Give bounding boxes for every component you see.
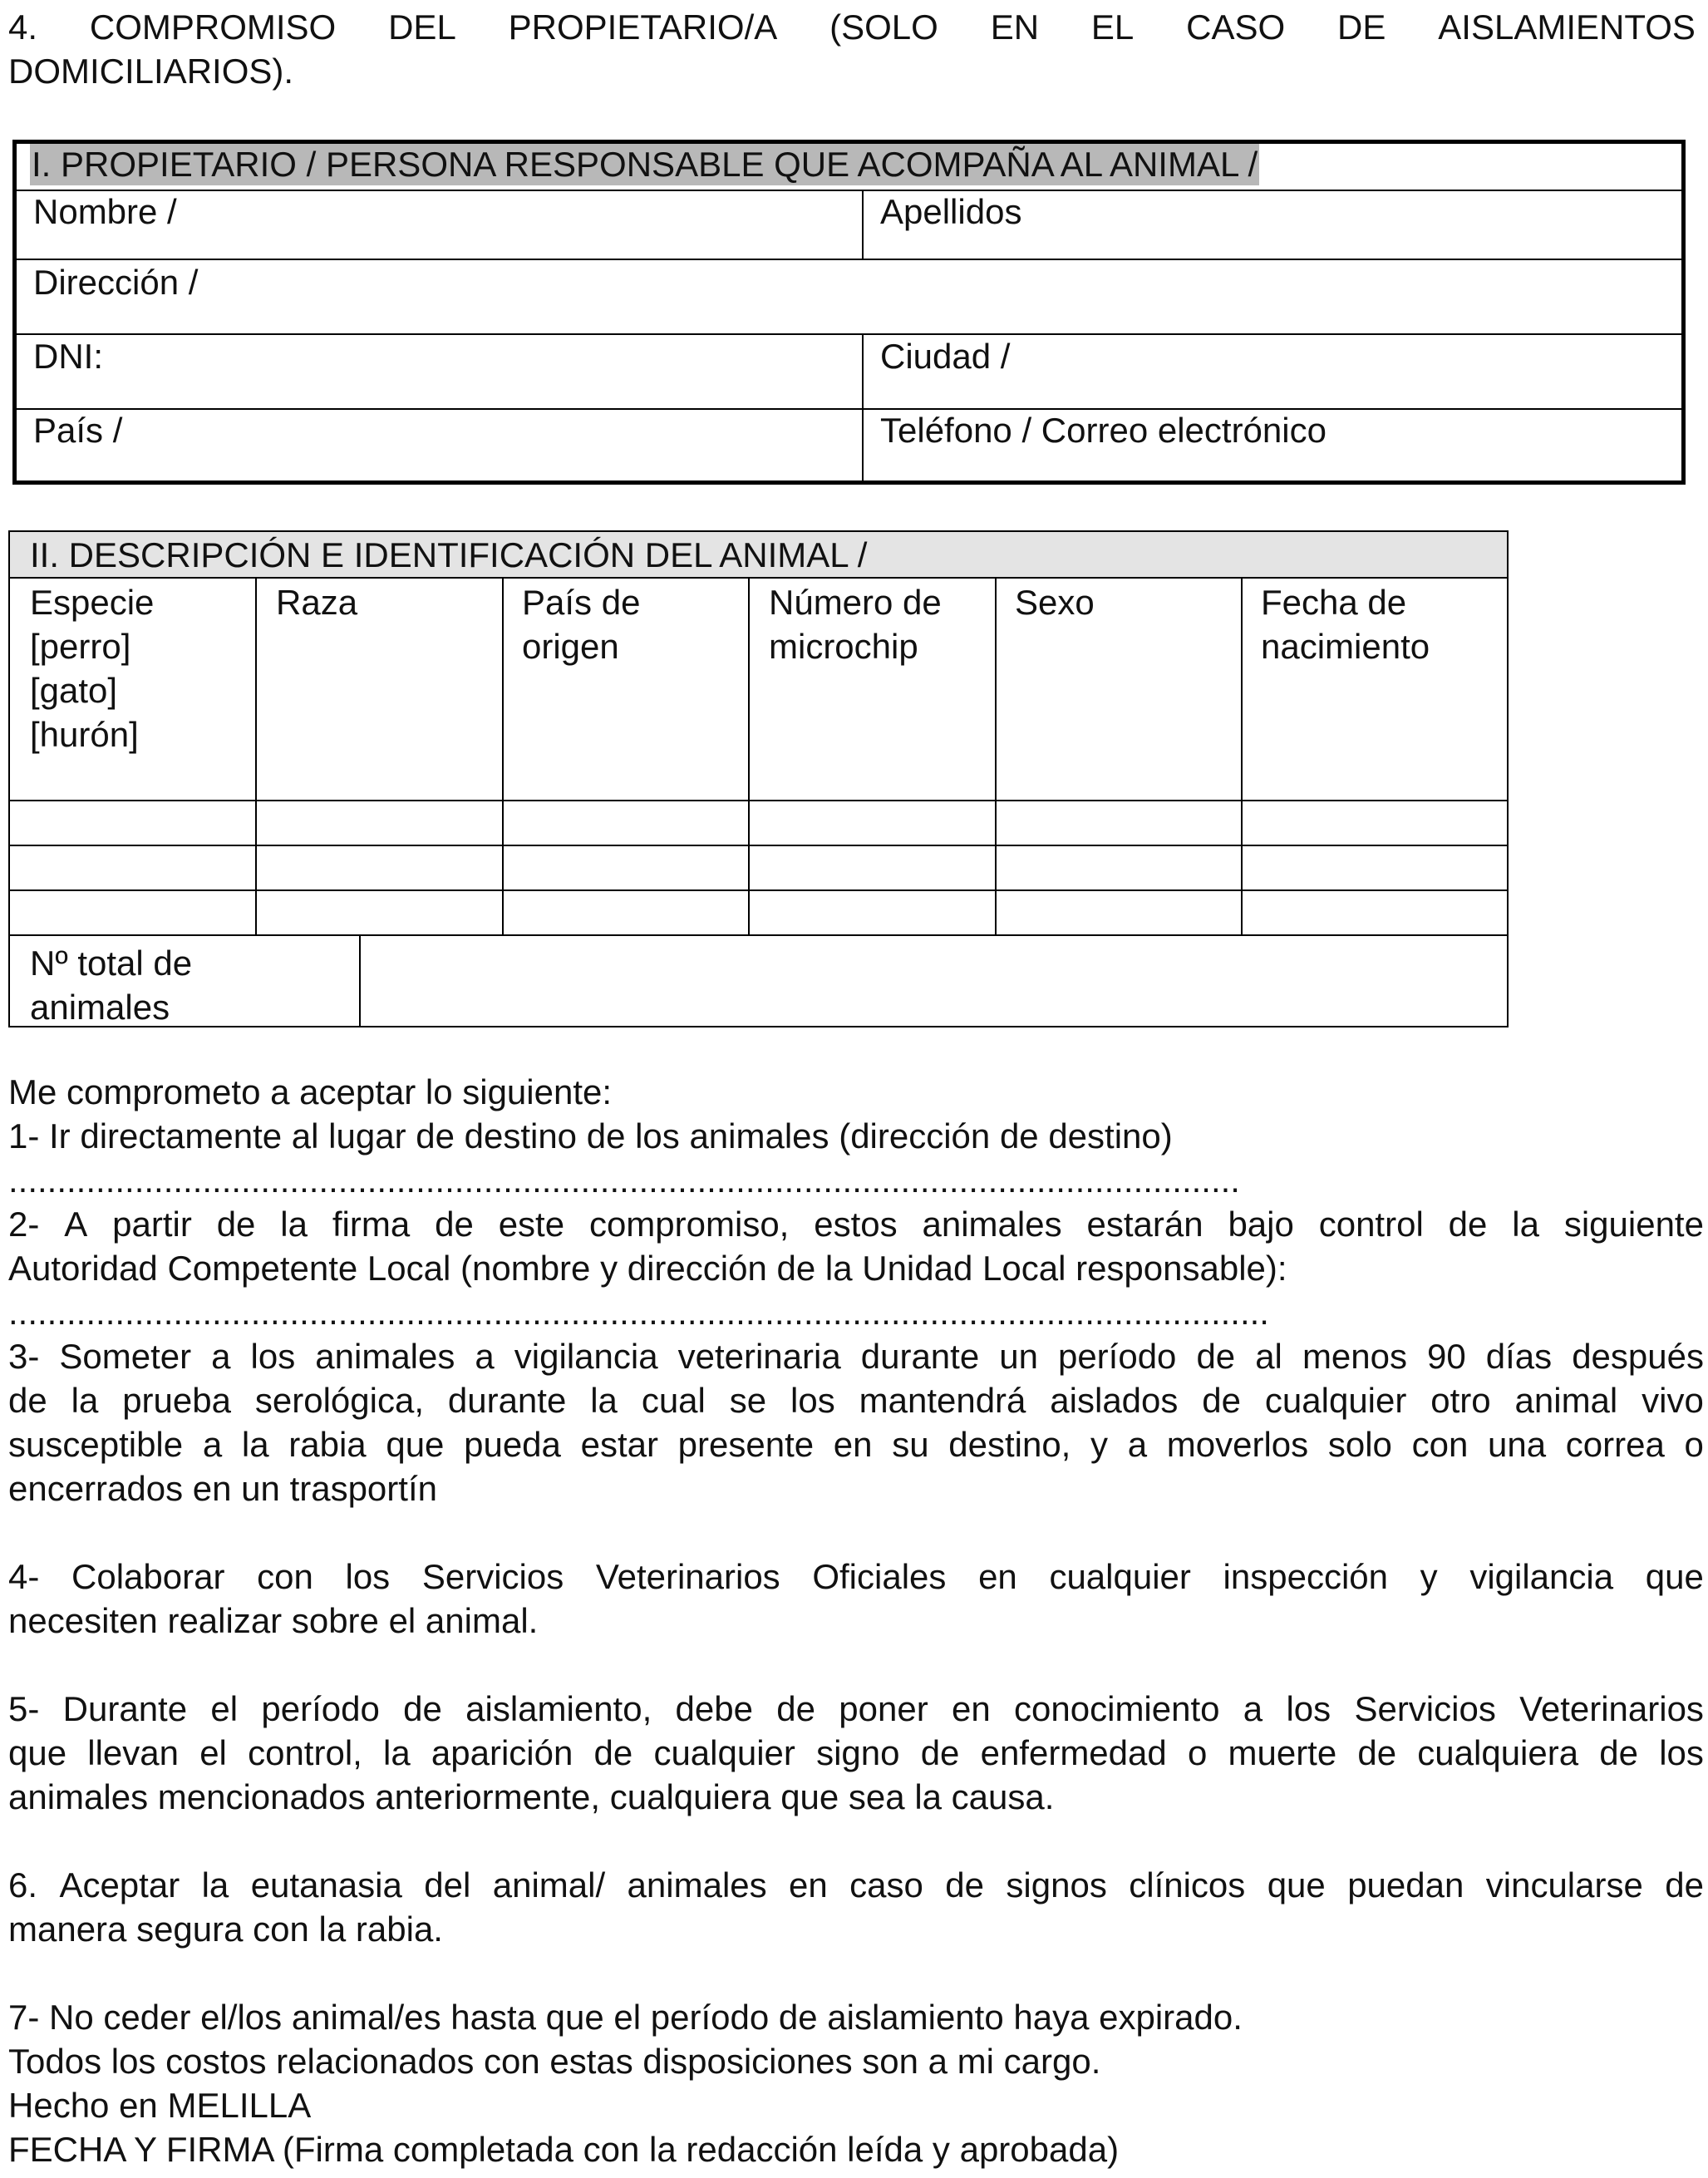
- word: caso: [849, 1865, 923, 1905]
- word: y: [1090, 1425, 1109, 1464]
- word: la: [280, 1205, 308, 1244]
- item-6-line-1: [8, 1863, 1704, 1907]
- word: de: [216, 1205, 256, 1244]
- word: menos: [1302, 1337, 1407, 1376]
- word: vivo: [1642, 1381, 1704, 1420]
- owner-row-dni: [17, 335, 1681, 410]
- word: puedan: [1347, 1865, 1464, 1905]
- word: en: [833, 1425, 873, 1464]
- word: correa: [1565, 1425, 1665, 1464]
- word: la: [241, 1425, 269, 1464]
- word: animal: [1514, 1381, 1618, 1420]
- word: EN: [990, 7, 1040, 47]
- word: Oficiales: [812, 1557, 947, 1596]
- col-especie: [30, 580, 154, 756]
- word: poner: [839, 1689, 928, 1728]
- col-pais-line: País de: [522, 583, 641, 622]
- word: que: [1645, 1557, 1704, 1596]
- word: clínicos: [1129, 1865, 1246, 1905]
- owner-table-header: [17, 144, 1681, 191]
- word: de: [593, 1733, 633, 1772]
- word: (SOLO: [829, 7, 938, 47]
- word: solo: [1327, 1425, 1392, 1464]
- word: vincularse: [1485, 1865, 1643, 1905]
- word: aparición: [431, 1733, 573, 1772]
- word: de: [776, 1689, 815, 1728]
- word: período: [261, 1689, 380, 1728]
- item-4-line-2: necesiten realizar sobre el animal.: [8, 1601, 539, 1640]
- item-5-line-1: [8, 1687, 1704, 1731]
- word: de: [1196, 1337, 1236, 1376]
- total-label-line: animales: [30, 988, 170, 1027]
- item-7: 7- No ceder el/los animal/es hasta que el período de aislamiento haya expirado.: [8, 1998, 1243, 2037]
- word: cualquier: [1264, 1381, 1407, 1420]
- word: la: [201, 1865, 229, 1905]
- word: DE: [1337, 7, 1386, 47]
- word: muerte: [1228, 1733, 1337, 1772]
- item-2-line-2: Autoridad Competente Local (nombre y dirección de la Unidad Local responsable):: [8, 1249, 1287, 1288]
- word: del: [424, 1865, 471, 1905]
- word: conocimiento: [1014, 1689, 1220, 1728]
- word: a: [202, 1425, 223, 1464]
- nombre-field[interactable]: Nombre /: [33, 192, 177, 231]
- word: siguiente: [1563, 1205, 1704, 1244]
- word: mantendrá: [859, 1381, 1026, 1420]
- word: enfermedad: [980, 1733, 1167, 1772]
- spacer: [8, 1951, 1704, 1995]
- word: Colaborar: [71, 1557, 225, 1596]
- word: de: [1665, 1865, 1704, 1905]
- animal-table: [8, 530, 1509, 1027]
- col-pais-origen: [522, 580, 640, 668]
- col-fecha-nacimiento: [1261, 580, 1430, 668]
- animal-data-rows[interactable]: [10, 801, 1507, 934]
- word: estarán: [1086, 1205, 1203, 1244]
- owner-row-country: [17, 410, 1681, 480]
- word: Aceptar: [59, 1865, 180, 1905]
- word: la: [1512, 1205, 1539, 1244]
- word: 2-: [8, 1205, 40, 1244]
- col-raza-line: Raza: [276, 583, 358, 622]
- item-1: 1- Ir directamente al lugar de destino de los animales (dirección de destino): [8, 1116, 1173, 1156]
- word: firma: [332, 1205, 411, 1244]
- item-4-line-1: [8, 1555, 1704, 1599]
- word: control,: [248, 1733, 362, 1772]
- word: se: [729, 1381, 767, 1420]
- word: signos: [1006, 1865, 1107, 1905]
- costs-statement: Todos los costos relacionados con estas disposiciones son a mi cargo.: [8, 2042, 1101, 2081]
- item-5-line-2: [8, 1731, 1704, 1775]
- word: con: [1411, 1425, 1469, 1464]
- word: después: [1572, 1337, 1704, 1376]
- word: que: [1267, 1865, 1326, 1905]
- word: o: [1684, 1425, 1704, 1464]
- col-sexo-line: Sexo: [1015, 583, 1095, 622]
- word: de: [1599, 1733, 1639, 1772]
- owner-table-title: I. PROPIETARIO / PERSONA RESPONSABLE QUE ACOMPAÑA AL ANIMAL /: [32, 145, 1258, 184]
- total-label-line: Nº total de: [30, 944, 193, 983]
- col-especie-line: [perro]: [30, 627, 131, 666]
- word: este: [498, 1205, 565, 1244]
- word: de: [1202, 1381, 1242, 1420]
- word: veterinaria: [677, 1337, 841, 1376]
- word: cualquier: [653, 1733, 795, 1772]
- word: un: [999, 1337, 1038, 1376]
- commitments-intro: Me comprometo a aceptar lo siguiente:: [8, 1072, 613, 1111]
- word: su: [892, 1425, 929, 1464]
- word: Servicios: [1354, 1689, 1496, 1728]
- word: Someter: [59, 1337, 192, 1376]
- commitments: [8, 1070, 1704, 2171]
- col-especie-line: [gato]: [30, 671, 118, 710]
- word: susceptible: [8, 1425, 184, 1464]
- word: otro: [1430, 1381, 1491, 1420]
- word: a: [211, 1337, 231, 1376]
- animal-table-title: II. DESCRIPCIÓN E IDENTIFICACIÓN DEL ANIMAL /: [10, 532, 1507, 579]
- word: período: [1057, 1337, 1177, 1376]
- word: animal/: [492, 1865, 606, 1905]
- word: al: [1255, 1337, 1282, 1376]
- word: los: [1286, 1689, 1331, 1728]
- word: de: [435, 1205, 474, 1244]
- word: con: [257, 1557, 313, 1596]
- word: 4-: [8, 1557, 40, 1596]
- word: cualquiera: [1417, 1733, 1579, 1772]
- word: AISLAMIENTOS: [1438, 7, 1696, 47]
- word: durante: [447, 1381, 567, 1420]
- dni-field[interactable]: DNI:: [33, 337, 103, 376]
- word: en: [952, 1689, 991, 1728]
- word: Veterinarios: [595, 1557, 780, 1596]
- owner-row-address: [17, 260, 1681, 335]
- word: debe: [675, 1689, 753, 1728]
- item-3-line-1: [8, 1334, 1704, 1378]
- item-3-line-4: encerrados en un trasportín: [8, 1469, 437, 1508]
- word: 4.: [8, 7, 38, 47]
- word: animales: [315, 1337, 455, 1376]
- word: animales: [922, 1205, 1062, 1244]
- word: compromiso,: [588, 1205, 790, 1244]
- spacer: [8, 1643, 1704, 1687]
- item-5-line-3: animales mencionados anteriormente, cualquiera que sea la causa.: [8, 1777, 1055, 1816]
- word: bajo: [1228, 1205, 1294, 1244]
- owner-row-name: [17, 191, 1681, 260]
- telefono-field[interactable]: Teléfono / Correo electrónico: [880, 411, 1327, 450]
- col-fecha-line: Fecha de: [1261, 583, 1407, 622]
- word: A: [64, 1205, 88, 1244]
- word: 5-: [8, 1689, 40, 1728]
- total-animals-label: [30, 941, 192, 1029]
- word: o: [1187, 1733, 1208, 1772]
- word: Veterinarios: [1519, 1689, 1704, 1728]
- word: PROPIETARIO/A: [508, 7, 778, 47]
- word: COMPROMISO: [89, 7, 337, 47]
- word: estos: [814, 1205, 898, 1244]
- word: a: [1127, 1425, 1148, 1464]
- pais-field[interactable]: País /: [33, 411, 123, 450]
- col-sexo: [1015, 580, 1095, 624]
- word: de: [403, 1689, 442, 1728]
- total-animals-field[interactable]: [361, 936, 1507, 1026]
- owner-table: [12, 140, 1686, 485]
- col-especie-line: Especie: [30, 583, 155, 622]
- word: animales: [627, 1865, 767, 1905]
- word: los: [250, 1337, 296, 1376]
- apellidos-field[interactable]: Apellidos: [880, 192, 1022, 231]
- direccion-field[interactable]: Dirección /: [33, 263, 199, 302]
- word: de: [945, 1865, 985, 1905]
- heading-line-1: [8, 5, 1696, 49]
- word: cual: [641, 1381, 706, 1420]
- word: llevan: [87, 1733, 180, 1772]
- col-pais-line: origen: [522, 627, 619, 666]
- heading-line-2: DOMICILIARIOS).: [8, 52, 294, 91]
- word: aislados: [1050, 1381, 1179, 1420]
- word: control: [1318, 1205, 1424, 1244]
- word: de: [1357, 1733, 1397, 1772]
- spacer: [8, 1819, 1704, 1863]
- word: CASO: [1186, 7, 1286, 47]
- word: EL: [1090, 7, 1135, 47]
- word: en: [978, 1557, 1017, 1596]
- spacer: [8, 1510, 1704, 1555]
- word: vigilancia: [514, 1337, 658, 1376]
- word: de: [920, 1733, 960, 1772]
- word: cualquier: [1049, 1557, 1191, 1596]
- word: el: [199, 1733, 227, 1772]
- word: que: [386, 1425, 445, 1464]
- word: Durante: [62, 1689, 188, 1728]
- word: moverlos: [1166, 1425, 1309, 1464]
- word: partir: [112, 1205, 192, 1244]
- item-3-line-3: [8, 1422, 1704, 1466]
- word: destino,: [948, 1425, 1071, 1464]
- destination-blank[interactable]: ...............................................................................................................................: [8, 1160, 1240, 1200]
- word: aislamiento,: [465, 1689, 652, 1728]
- word: 6.: [8, 1865, 38, 1905]
- col-especie-line: [hurón]: [30, 715, 139, 754]
- word: 3-: [8, 1337, 40, 1376]
- word: en: [789, 1865, 828, 1905]
- ciudad-field[interactable]: Ciudad /: [880, 337, 1011, 376]
- word: la: [383, 1733, 411, 1772]
- word: que: [8, 1733, 67, 1772]
- item-2-line-1: [8, 1202, 1704, 1246]
- word: la: [71, 1381, 99, 1420]
- word: presente: [677, 1425, 815, 1464]
- word: pueda: [464, 1425, 561, 1464]
- word: los: [345, 1557, 391, 1596]
- word: durante: [860, 1337, 980, 1376]
- col-microchip-line: microchip: [769, 627, 918, 666]
- word: días: [1485, 1337, 1553, 1376]
- col-raza: [276, 580, 357, 624]
- word: de: [8, 1381, 47, 1420]
- word: 90: [1427, 1337, 1466, 1376]
- word: rabia: [288, 1425, 367, 1464]
- item-6-line-2: manera segura con la rabia.: [8, 1909, 443, 1949]
- word: a: [1243, 1689, 1263, 1728]
- word: de: [1448, 1205, 1488, 1244]
- item-3-line-2: [8, 1378, 1704, 1422]
- word: DEL: [388, 7, 456, 47]
- place-statement: Hecho en MELILLA: [8, 2086, 312, 2125]
- word: la: [590, 1381, 618, 1420]
- word: una: [1488, 1425, 1547, 1464]
- word: vigilancia: [1469, 1557, 1614, 1596]
- word: inspección: [1223, 1557, 1389, 1596]
- word: serológica,: [254, 1381, 424, 1420]
- word: estar: [580, 1425, 658, 1464]
- word: Servicios: [421, 1557, 564, 1596]
- signature-line[interactable]: FECHA Y FIRMA (Firma completada con la redacción leída y aprobada): [8, 2130, 1120, 2169]
- section-heading: [8, 5, 1696, 93]
- col-microchip-line: Número de: [769, 583, 942, 622]
- word: prueba: [122, 1381, 231, 1420]
- word: los: [1659, 1733, 1704, 1772]
- word: el: [210, 1689, 239, 1728]
- col-microchip: [769, 580, 942, 668]
- word: signo: [816, 1733, 900, 1772]
- word: los: [790, 1381, 835, 1420]
- col-fecha-line: nacimiento: [1261, 627, 1430, 666]
- word: y: [1420, 1557, 1438, 1596]
- word: eutanasia: [250, 1865, 402, 1905]
- authority-blank[interactable]: ..................................................................................................................................: [8, 1293, 1269, 1332]
- word: a: [475, 1337, 495, 1376]
